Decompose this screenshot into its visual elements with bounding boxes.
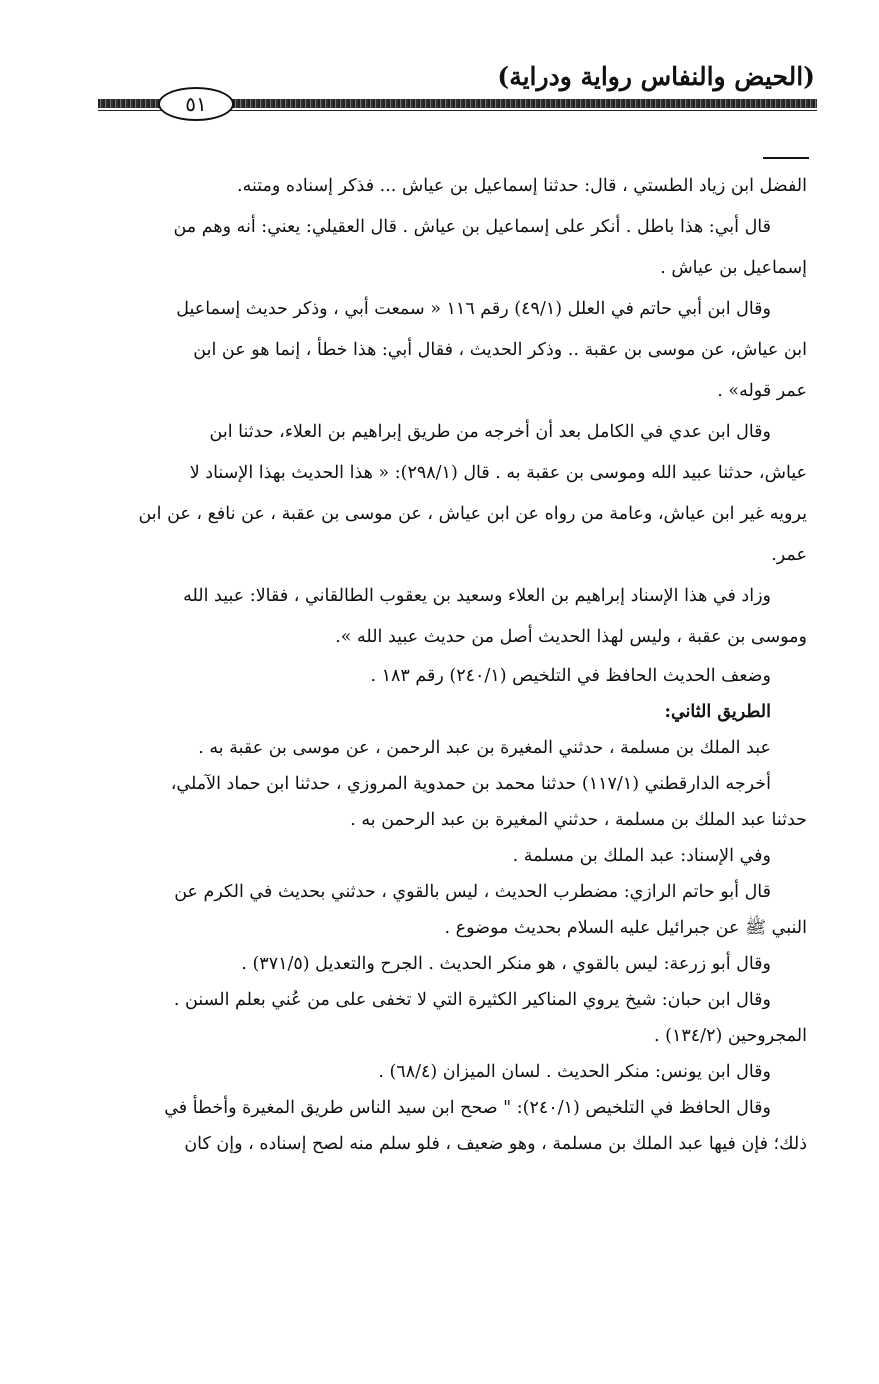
text-line: وموسى بن عقبة ، وليس لهذا الحديث أصل من حديث عبيد الله ».: [335, 627, 807, 647]
footnote-separator: [763, 157, 809, 159]
text-line: وفي الإسناد: عبد الملك بن مسلمة .: [512, 846, 771, 866]
footnote-text: [71, 166, 807, 1162]
text-line: أخرجه الدارقطني (١١٧/١) حدثنا محمد بن حمدوية المروزي ، حدثنا ابن حماد الآملي،: [170, 774, 771, 794]
text-line: ذلك؛ فإن فيها عبد الملك بن مسلمة ، وهو ضعيف ، فلو سلم منه لصح إسناده ، وإن كان: [184, 1134, 807, 1154]
text-line: عمر.: [771, 545, 807, 565]
text-line: الفضل ابن زياد الطستي ، قال: حدثنا إسماعيل بن عياش ... فذكر إسناده ومتنه.: [237, 176, 807, 196]
text-line: وزاد في هذا الإسناد إبراهيم بن العلاء وسعيد بن يعقوب الطالقاني ، فقالا: عبيد الله: [183, 586, 771, 606]
text-line: إسماعيل بن عياش .: [660, 258, 807, 278]
text-line: عبد الملك بن مسلمة ، حدثني المغيرة بن عبد الرحمن ، عن موسى بن عقبة به .: [198, 738, 771, 758]
text-line: وقال ابن يونس: منكر الحديث . لسان الميزان (٦٨/٤) .: [378, 1062, 771, 1082]
text-line: حدثنا عبد الملك بن مسلمة ، حدثني المغيرة بن عبد الرحمن به .: [350, 810, 807, 830]
text-line: وقال أبو زرعة: ليس بالقوي ، هو منكر الحديث . الجرح والتعديل (٣٧١/٥) .: [241, 954, 771, 974]
text-line: وضعف الحديث الحافظ في التلخيص (٢٤٠/١) رقم ١٨٣ .: [370, 666, 771, 686]
text-line: قال أبو حاتم الرازي: مضطرب الحديث ، ليس بالقوي ، حدثني بحديث في الكرم عن: [174, 882, 771, 902]
text-line: وقال ابن أبي حاتم في العلل (٤٩/١) رقم ١١٦ « سمعت أبي ، وذكر حديث إسماعيل: [176, 299, 771, 319]
text-line: عمر قوله» .: [717, 381, 807, 401]
text-line: قال أبي: هذا باطل . أنكر على إسماعيل بن عياش . قال العقيلي: يعني: أنه وهم من: [173, 217, 771, 237]
text-line: عياش، حدثنا عبيد الله وموسى بن عقبة به . قال (٢٩٨/١): « هذا الحديث بهذا الإسناد لا: [189, 463, 807, 483]
text-line: المجروحين (١٣٤/٢) .: [654, 1026, 807, 1046]
text-line: وقال ابن حبان: شيخ يروي المناكير الكثيرة التي لا تخفى على من عُني بعلم السنن .: [173, 990, 771, 1010]
section-heading: الطريق الثاني:: [664, 702, 771, 722]
page-number: ٥١: [158, 87, 234, 121]
text-line: وقال ابن عدي في الكامل بعد أن أخرجه من طريق إبراهيم بن العلاء، حدثنا ابن: [209, 422, 771, 442]
text-line: وقال الحافظ في التلخيص (٢٤٠/١): " صحح ابن سيد الناس طريق المغيرة وأخطأ في: [164, 1098, 771, 1118]
running-title: (الحيض والنفاس رواية ودراية): [497, 62, 815, 91]
text-line: ابن عياش، عن موسى بن عقبة .. وذكر الحديث ، فقال أبي: هذا خطأ ، إنما هو عن ابن: [193, 340, 807, 360]
text-line: النبي ﷺ عن جبرائيل عليه السلام بحديث موضوع .: [444, 918, 807, 938]
text-line: يرويه غير ابن عياش، وعامة من رواه عن ابن عياش ، عن موسى بن عقبة ، عن نافع ، عن ابن: [138, 504, 807, 524]
